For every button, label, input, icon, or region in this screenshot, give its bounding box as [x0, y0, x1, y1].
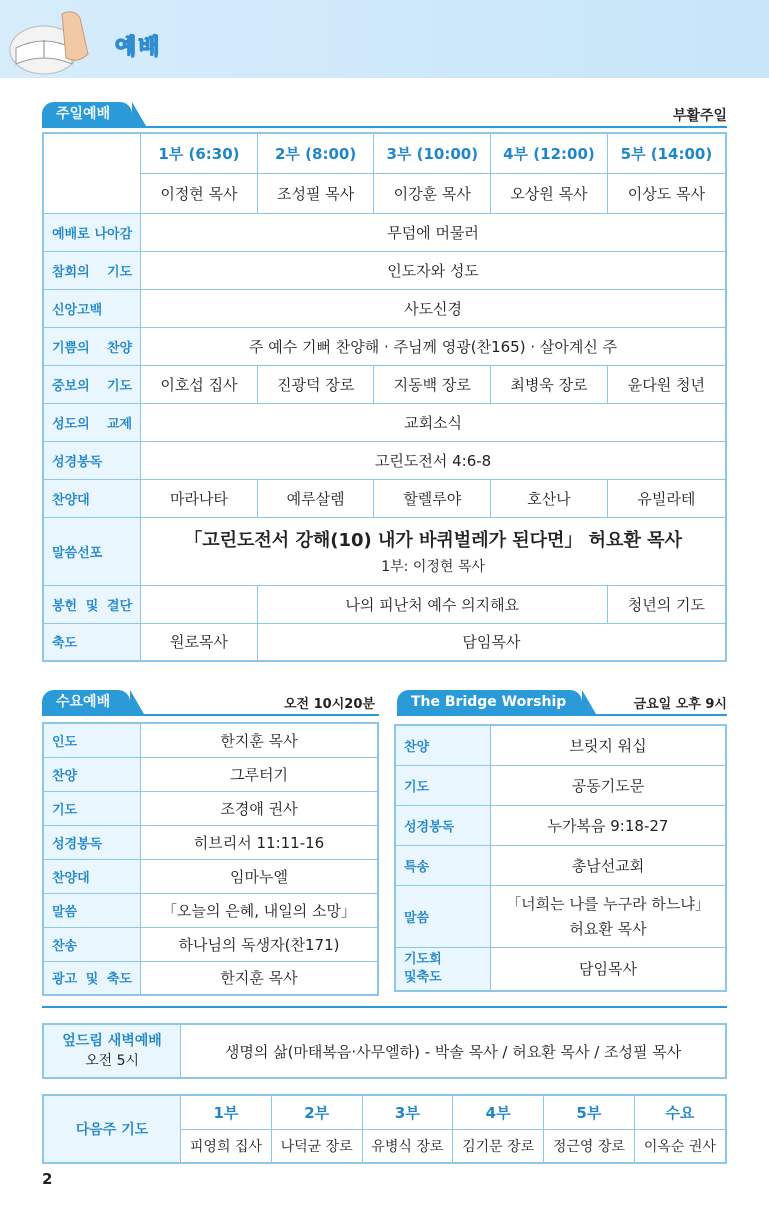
row-value — [490, 885, 726, 947]
row-value: 호산나 — [491, 479, 608, 517]
row-label: 기도 — [43, 791, 140, 825]
nextweek-header: 수요 — [634, 1095, 726, 1129]
praying-hands-bible-icon — [8, 4, 100, 76]
row-value: 무덤에 머물러 — [141, 213, 726, 251]
row-label: 신앙고백 — [43, 289, 141, 327]
nextweek-name: 피영희 집사 — [181, 1129, 272, 1163]
row-value: 지동백 장로 — [374, 365, 491, 403]
nextweek-header: 5부 — [544, 1095, 635, 1129]
divider — [397, 714, 727, 716]
row-value: 담임목사 — [257, 623, 726, 661]
row-label: 말씀선포 — [43, 517, 141, 585]
row-label: 중보의 기도 — [43, 365, 141, 403]
row-value: 교회소식 — [141, 403, 726, 441]
page-number: 2 — [42, 1170, 53, 1188]
row-label: 찬송 — [43, 927, 140, 961]
row-value: 최병욱 장로 — [491, 365, 608, 403]
row-value: 원로목사 — [141, 623, 258, 661]
nextweek-header: 2부 — [271, 1095, 362, 1129]
blank-cell — [141, 585, 258, 623]
service-time: 1부 (6:30) — [141, 133, 258, 173]
service-pastor: 오상원 목사 — [491, 173, 608, 213]
service-pastor: 이정현 목사 — [141, 173, 258, 213]
row-value: 할렐루야 — [374, 479, 491, 517]
bridge-table — [394, 724, 727, 992]
wednesday-note: 오전 10시20분 — [284, 697, 375, 712]
row-label: 참회의 기도 — [43, 251, 141, 289]
row-label: 찬양대 — [43, 859, 140, 893]
row-value: 조경애 권사 — [140, 791, 378, 825]
row-value: 이호섭 집사 — [141, 365, 258, 403]
nextweek-header: 4부 — [453, 1095, 544, 1129]
service-time: 5부 (14:00) — [607, 133, 726, 173]
row-value: 인도자와 성도 — [141, 251, 726, 289]
service-time: 2부 (8:00) — [257, 133, 374, 173]
service-pastor: 조성필 목사 — [257, 173, 374, 213]
bridge-note: 금요일 오후 9시 — [633, 697, 727, 712]
row-value: 공동기도문 — [490, 765, 726, 805]
header-banner — [0, 0, 769, 78]
row-label: 성경봉독 — [43, 825, 140, 859]
sermon-cell — [141, 517, 726, 585]
page-title: 예배 — [115, 35, 162, 60]
row-label: 기도 — [395, 765, 490, 805]
row-value: 예루살렘 — [257, 479, 374, 517]
divider — [42, 1006, 727, 1008]
divider — [42, 126, 727, 128]
row-label: 찬양 — [43, 757, 140, 791]
bridge-sermon-pastor: 허요환 목사 — [569, 920, 647, 938]
row-label: 찬양 — [395, 725, 490, 765]
service-pastor: 이상도 목사 — [607, 173, 726, 213]
row-label: 광고 및 축도 — [43, 961, 140, 995]
row-value: 「오늘의 은혜, 내일의 소망」 — [140, 893, 378, 927]
row-label: 성경봉독 — [43, 441, 141, 479]
row-value: 윤다원 청년 — [607, 365, 726, 403]
row-value: 임마누엘 — [140, 859, 378, 893]
row-value: 브릿지 워십 — [490, 725, 726, 765]
row-value: 진광덕 장로 — [257, 365, 374, 403]
row-label: 찬양대 — [43, 479, 141, 517]
dawn-time: 오전 5시 — [85, 1053, 140, 1069]
nextweek-table — [42, 1094, 727, 1164]
row-label: 성도의 교제 — [43, 403, 141, 441]
row-label: 축도 — [43, 623, 141, 661]
row-label: 말씀 — [395, 885, 490, 947]
row-label: 봉헌 및 결단 — [43, 585, 141, 623]
row-label: 성경봉독 — [395, 805, 490, 845]
bridge-sermon-title: 「너희는 나를 누구라 하느냐」 — [506, 895, 710, 913]
row-label-line: 기도회 — [404, 951, 442, 967]
row-value: 담임목사 — [490, 947, 726, 991]
sunday-note: 부활주일 — [672, 108, 727, 124]
row-value: 한지훈 목사 — [140, 723, 378, 757]
row-label-line: 및축도 — [404, 969, 442, 985]
dawn-table — [42, 1023, 727, 1079]
row-label — [395, 947, 490, 991]
nextweek-name: 정근영 장로 — [544, 1129, 635, 1163]
row-label: 말씀 — [43, 893, 140, 927]
sermon-title: 「고린도전서 강해(10) 내가 바퀴벌레가 된다면」 허요환 목사 — [184, 530, 682, 551]
nextweek-header: 1부 — [181, 1095, 272, 1129]
divider — [42, 714, 379, 716]
row-value: 주 예수 기뻐 찬양해 · 주님께 영광(찬165) · 살아계신 주 — [141, 327, 726, 365]
service-pastor: 이강훈 목사 — [374, 173, 491, 213]
dawn-label: 엎드림 새벽예배 — [62, 1033, 162, 1049]
tab-wednesday-worship: 수요예배 — [42, 690, 130, 714]
sermon-sub: 1부: 이정현 목사 — [381, 559, 485, 575]
nextweek-name: 김기문 장로 — [453, 1129, 544, 1163]
row-value: 히브리서 11:11-16 — [140, 825, 378, 859]
tab-bridge-worship: The Bridge Worship — [397, 690, 582, 714]
row-value: 사도신경 — [141, 289, 726, 327]
blank-cell — [43, 133, 141, 213]
sunday-table — [42, 132, 727, 662]
row-value: 마라나타 — [141, 479, 258, 517]
nextweek-name: 이옥순 권사 — [634, 1129, 726, 1163]
row-label: 인도 — [43, 723, 140, 757]
row-value: 고린도전서 4:6-8 — [141, 441, 726, 479]
wednesday-table — [42, 722, 379, 996]
row-value: 누가복음 9:18-27 — [490, 805, 726, 845]
row-value: 나의 피난처 예수 의지해요 — [257, 585, 607, 623]
row-value: 청년의 기도 — [607, 585, 726, 623]
service-time: 3부 (10:00) — [374, 133, 491, 173]
row-value: 그루터기 — [140, 757, 378, 791]
nextweek-header: 3부 — [362, 1095, 453, 1129]
row-label: 예배로 나아감 — [43, 213, 141, 251]
nextweek-name: 유병식 장로 — [362, 1129, 453, 1163]
dawn-label-cell — [43, 1024, 181, 1078]
row-value: 하나님의 독생자(찬171) — [140, 927, 378, 961]
service-time: 4부 (12:00) — [491, 133, 608, 173]
row-label: 기쁨의 찬양 — [43, 327, 141, 365]
nextweek-name: 나덕균 장로 — [271, 1129, 362, 1163]
row-value: 유빌라테 — [607, 479, 726, 517]
row-value: 한지훈 목사 — [140, 961, 378, 995]
tab-sunday-worship: 주일예배 — [42, 102, 132, 126]
row-value: 총남선교회 — [490, 845, 726, 885]
dawn-value: 생명의 삶(마태복음·사무엘하) - 박솔 목사 / 허요환 목사 / 조성필 목사 — [181, 1024, 726, 1078]
row-label: 특송 — [395, 845, 490, 885]
nextweek-label: 다음주 기도 — [43, 1095, 181, 1163]
